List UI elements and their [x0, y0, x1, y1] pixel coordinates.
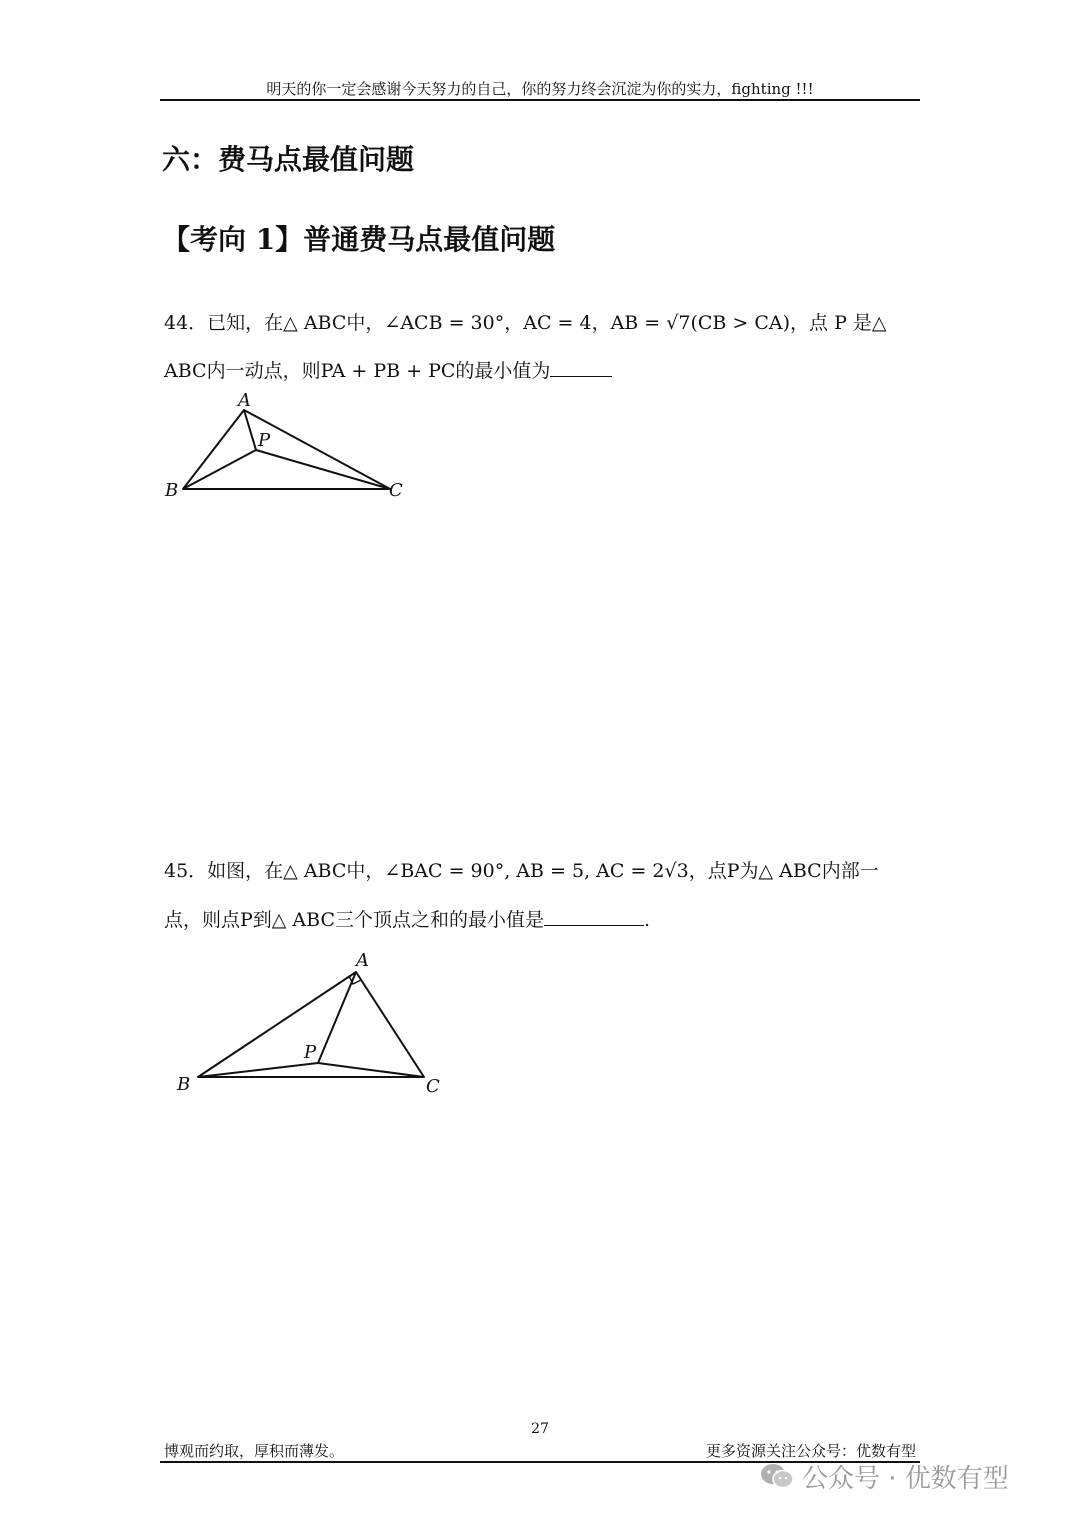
header-divider	[160, 99, 920, 101]
watermark-text: 公众号 · 优数有型	[802, 1464, 1009, 1494]
question-45-line-2-text: 点，则点P到△ ABC三个顶点之和的最小值是	[164, 909, 545, 931]
header-motto: 明天的你一定会感谢今天努力的自己，你的努力终会沉淀为你的实力，fighting !!!	[266, 80, 814, 98]
answer-blank-44	[550, 358, 612, 377]
label-c-44: C	[389, 480, 403, 501]
segment-pb-44	[183, 450, 256, 489]
segment-pc-45	[318, 1063, 424, 1077]
footer-resource-note: 更多资源关注公众号：优数有型	[705, 1442, 916, 1460]
segment-pb-45	[198, 1063, 318, 1077]
triangle-abc-45	[198, 972, 424, 1077]
question-45-line-2	[164, 905, 650, 932]
segment-pa-45	[318, 972, 356, 1063]
wechat-icon	[760, 1462, 794, 1497]
triangle-abc-44	[183, 410, 390, 489]
question-45-period: .	[644, 909, 651, 931]
label-a-45: A	[356, 950, 369, 971]
question-44-line-2	[164, 356, 612, 383]
segment-pc-44	[256, 450, 390, 489]
label-c-45: C	[426, 1076, 440, 1097]
right-angle-mark	[349, 976, 361, 984]
page-number: 27	[531, 1421, 549, 1437]
label-b-45: B	[177, 1074, 191, 1095]
question-45-line-1: 45．如图，在△ ABC中，∠BAC = 90°, AB = 5, AC = 2√3，点P为△ ABC内部一	[164, 860, 879, 882]
question-44-line-2-text: ABC内一动点，则PA + PB + PC的最小值为	[164, 360, 551, 382]
question-44-line-1: 44．已知，在△ ABC中，∠ACB = 30°，AC = 4，AB = √7(CB > CA)，点 P 是△	[164, 312, 887, 334]
label-p-45: P	[304, 1042, 317, 1063]
watermark	[760, 1458, 1009, 1497]
subsection-title: 【考向 1】普通费马点最值问题	[162, 223, 556, 256]
segment-pa-44	[244, 410, 256, 450]
label-p-44: P	[258, 430, 271, 451]
answer-blank-45	[544, 907, 644, 926]
label-b-44: B	[165, 480, 179, 501]
section-title: 六：费马点最值问题	[162, 143, 415, 176]
label-a-44: A	[238, 390, 251, 411]
footer-quote: 博观而约取，厚积而薄发。	[164, 1442, 345, 1460]
